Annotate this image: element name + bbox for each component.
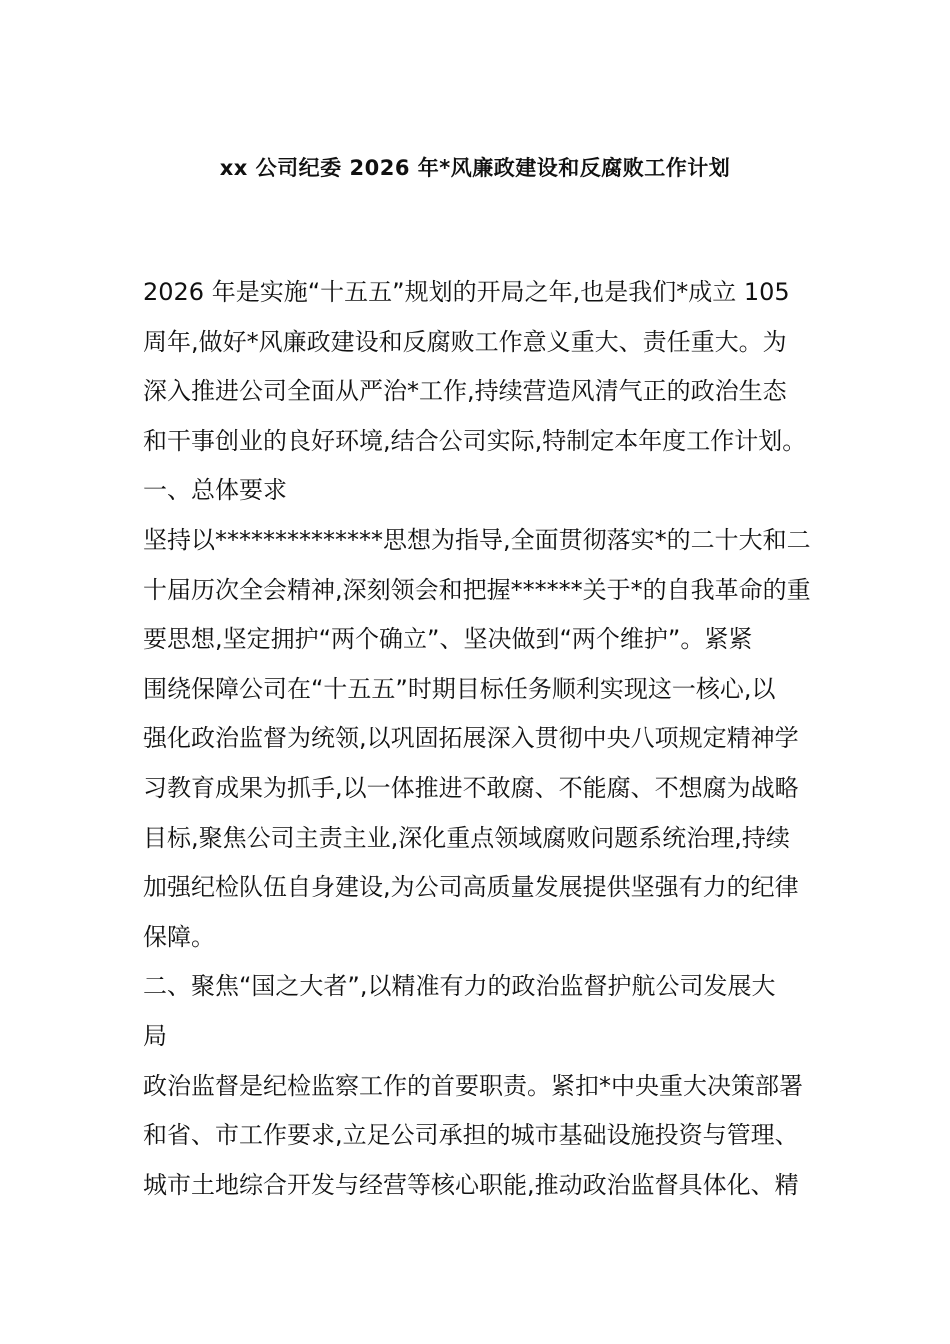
paragraph-line: 加强纪检队伍自身建设,为公司高质量发展提供坚强有力的纪律: [143, 873, 799, 902]
paragraph-line: 城市土地综合开发与经营等核心职能,推动政治监督具体化、精: [143, 1170, 799, 1199]
paragraph-line: 强化政治监督为统领,以巩固拓展深入贯彻中央八项规定精神学: [143, 724, 799, 753]
section-heading-2: 二、聚焦“国之大者”,以精准有力的政治监督护航公司发展大: [143, 972, 776, 1001]
paragraph-line: 要思想,坚定拥护“两个确立”、坚决做到“两个维护”。紧紧: [143, 625, 753, 654]
paragraph-line: 政治监督是纪检监察工作的首要职责。紧扣*中央重大决策部署: [143, 1071, 803, 1100]
paragraph-line: 目标,聚焦公司主责主业,深化重点领域腐败问题系统治理,持续: [143, 823, 790, 852]
paragraph-line: 深入推进公司全面从严治*工作,持续营造风清气正的政治生态: [143, 377, 787, 406]
section-heading-1: 一、总体要求: [143, 476, 287, 505]
paragraph-line: 和干事创业的良好环境,结合公司实际,特制定本年度工作计划。: [143, 426, 807, 455]
paragraph-line: 坚持以**************思想为指导,全面贯彻落实*的二十大和二: [143, 525, 811, 554]
paragraph-line: 2026 年是实施“十五五”规划的开局之年,也是我们*成立 105: [143, 278, 790, 306]
section-heading-2-continued: 局: [143, 1021, 167, 1050]
document-title: xx 公司纪委 2026 年*风廉政建设和反腐败工作计划: [219, 156, 731, 180]
paragraph-line: 围绕保障公司在“十五五”时期目标任务顺利实现这一核心,以: [143, 674, 776, 703]
paragraph-line: 和省、市工作要求,立足公司承担的城市基础设施投资与管理、: [143, 1121, 799, 1150]
paragraph-line: 习教育成果为抓手,以一体推进不敢腐、不能腐、不想腐为战略: [143, 773, 799, 802]
document-body: [143, 268, 823, 1210]
paragraph-line: 保障。: [143, 922, 215, 951]
paragraph-line: 十届历次全会精神,深刻领会和把握******关于*的自我革命的重: [143, 575, 811, 604]
paragraph-line: 周年,做好*风廉政建设和反腐败工作意义重大、责任重大。为: [143, 327, 787, 356]
